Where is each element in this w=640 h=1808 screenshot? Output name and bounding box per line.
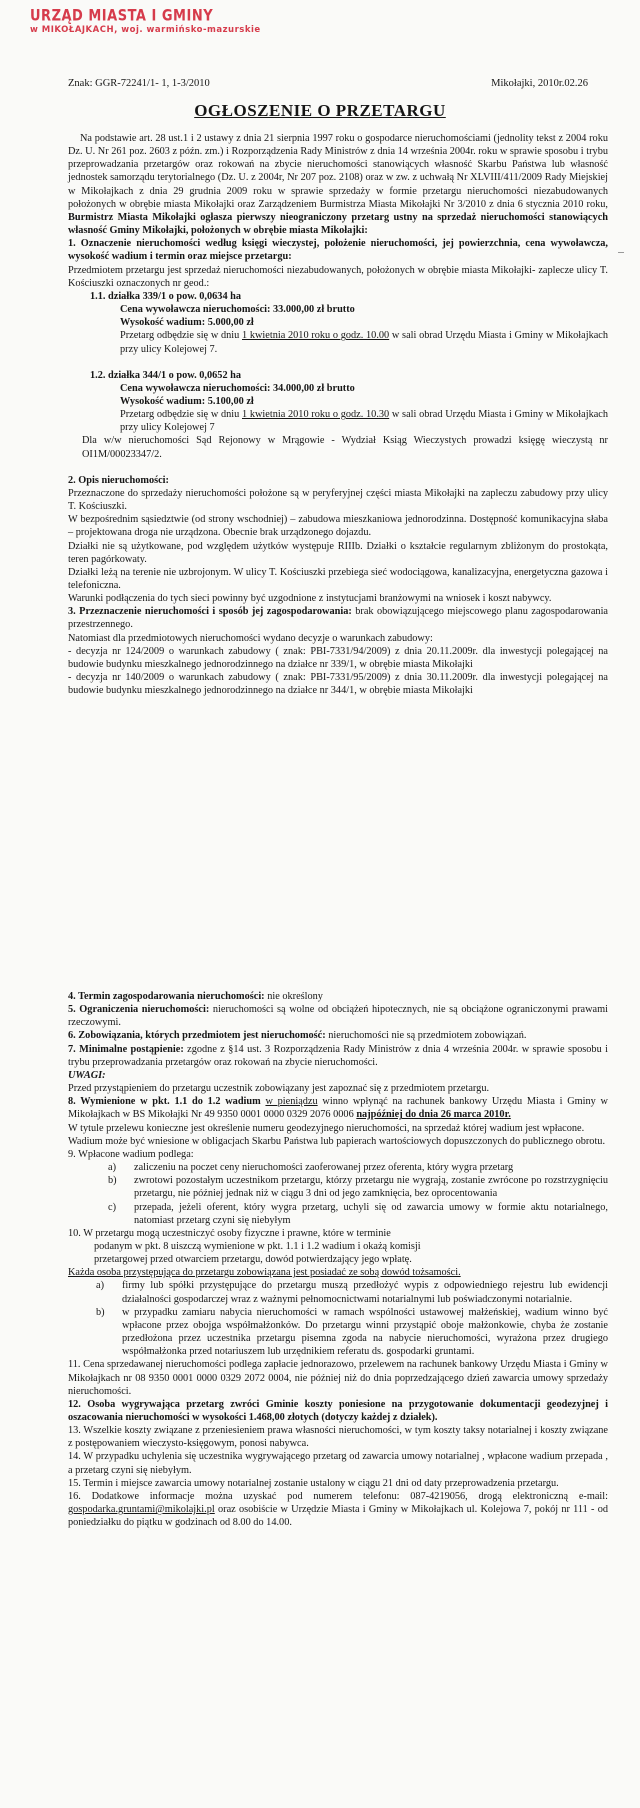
section-9-list [68,1161,608,1227]
stamp-line-1: URZĄD MIASTA I GMINY [30,6,214,26]
lot-1-place: w sali obrad Urzędu Miasta i Gminy w Mikołajkach przy ulicy Kolejowej 7. [120,330,609,355]
section-10-line-3: przetargowej przed otwarciem przetargu, dowód potwierdzający jego wpłatę. [94,1254,412,1266]
section-3 [68,605,608,631]
section-16 [68,1490,608,1529]
section-1-heading: 1. Oznaczenie nieruchomości według księgi wieczystej, położenie nieruchomości, jej powierzchnia, cena wywoławcza, wysokość wadium i termin oraz miejsce przetargu: [68,238,608,263]
lot-2 [68,369,608,435]
list-text: w przypadku zamiaru nabycia nieruchomości w ramach wspólności ustawowej małżeńskiej, wadium winno być wpłacone przez obojga współmałżonków. Do przetargu winni przystąpić oboje małżonkowie, chyba że zostanie przedłożona przez uczestnika przetargu pisemna zgoda na nabycie nieruchomości, wyrażona przez drugiego współmałżonka przed notariuszem lub urzędnikiem referatu ds. gospodarki gruntami. [122,1306,608,1358]
section-2-line-4: Działki leżą na terenie nie uzbrojonym. W ulicy T. Kościuszki przebiega sieć wodociągowa, kanalizacyjna, energetyczna gazowa i telefoniczna. [68,566,608,591]
list-text: zwrotowi pozostałym uczestnikom przetargu, którzy przetargu nie wygrają, zostanie zwrócone po rozstrzygnięciu przetargu, nie później jednak niż w ciągu 3 dni od jego zamknięcia, bez oprocentowania [134,1175,608,1200]
section-10-line-1: 10. W przetargu mogą uczestniczyć osoby fizyczne i prawne, które w terminie [68,1227,391,1239]
section-2-line-1: Przeznaczone do sprzedaży nieruchomości położone są w peryferyjnej części miasta Mikołajki na zapleczu zabudowy przy ulicy T. Kościuszki. [68,487,608,513]
section-3-line-2: - decyzja nr 124/2009 o warunkach zabudowy ( znak: PBI-7331/94/2009) z dnia 20.11.2009r. dla inwestycji polegającej na budowie budynku mieszkalnego jednorodzinnego na działce nr 339/1, w obrębie miasta Mikołajki [68,645,608,670]
section-10-line-2: podanym w pkt. 8 uiszczą wymienione w pkt. 1.1 i 1.2 wadium i okażą komisji [94,1240,421,1252]
section-8-line-2: W tytule przelewu konieczne jest określenie numeru geodezyjnego nieruchomości, na sprzedaż której wadium jest wpłacone. [68,1122,585,1134]
list-item [108,1161,608,1174]
section-8-account: winno wpłynąć na rachunek bankowy Urzędu Miasta i Gminy w Mikołajkach w BS Mikołajki Nr 49 9350 0001 0000 0329 2076 0006 [68,1096,608,1121]
lot-2-deposit: Wysokość wadium: 5.100,00 zł [120,395,254,407]
section-8 [68,1095,608,1121]
section-3-text: brak obowiązującego miejscowego planu zagospodarowania przestrzennego. [68,606,609,631]
section-6-text: nieruchomości nie są przedmiotem zobowiązań. [328,1030,527,1042]
lower-section [68,990,608,1529]
section-16-post: oraz osobiście w Urzędzie Miasta i Gminy w Mikołajkach ul. Kolejowa 7, pokój nr 111 - od poniedziałku do piątku w godzinach od 8.00 do 14.00. [68,1504,609,1529]
lot-1 [68,290,608,356]
section-7-text: zgodne z §14 ust. 3 Rozporządzenia Rady Ministrów z dnia 4 września 2004r. w sprawie sposobu i trybu przeprowadzania przetargów oraz rokowań na zbycie nieruchomości. [68,1043,608,1068]
section-9-heading: 9. Wpłacone wadium podlega: [68,1148,194,1160]
lot-1-schedule-pre: Przetarg odbędzie się w dniu [120,330,240,342]
list-item [96,1279,608,1305]
lot-1-date: 1 kwietnia 2010 roku o godz. 10.00 [242,330,390,342]
section-3-line-3: - decyzja nr 140/2009 o warunkach zabudowy ( znak: PBI-7331/95/2009) z dnia 30.11.2009r. dla inwestycji polegającej na budowie budynku mieszkalnego jednorodzinnego na działce nr 344/1, w obrębie miasta Mikołajki [68,672,608,697]
list-marker: c) [108,1201,116,1213]
section-8-pre: 8. Wymienione w pkt. 1.1 do 1.2 wadium [68,1096,261,1108]
lot-2-price: Cena wywoławcza nieruchomości: 34.000,00 zł brutto [120,382,355,394]
section-3-line-1: Natomiast dla przedmiotowych nieruchomości wydano decyzje o warunkach zabudowy: [68,632,433,644]
lot-2-place: w sali obrad Urzędu Miasta i Gminy w Mikołajkach przy ulicy Kolejowej 7 [120,409,609,434]
section-13: 13. Wszelkie koszty związane z przeniesieniem prawa własności nieruchomości, w tym koszty taksy notarialnej i koszty związane z postępowaniem wieczysto-księgowym, ponosi nabywca. [68,1425,608,1450]
intro-paragraph [68,132,608,237]
margin-mark [618,252,624,253]
intro-text: Na podstawie art. 28 ust.1 i 2 ustawy z dnia 21 sierpnia 1997 roku o gospodarce nieruchomościami (jednolity tekst z 2004 roku Dz. U. Nr 261 poz. 2603 z późn. zm.) i Rozporządzenia Rady Ministrów z dnia 14 września 2004r. roku w sprawie sposobu i trybu przeprowadzania przetargów oraz rokowań na zbycie nieruchomości stanowiących własność Skarbu Państwa lub własność jednostek samorządu terytorialnego (Dz. U. z 2004r, Nr 207 poz. 2108) oraz w zw. z uchwałą Nr XLVIII/411/2009 Rady Miejskiej w Mikołajkach z dnia 29 grudnia 2009 roku w sprawie sprzedaży w formie przetargu nieruchomości niezabudowanych położonych w obrębie miasta Mikołajki oraz Zarządzeniem Burmistrza Miasta Mikołajki Nr 3/2010 z dnia 6 stycznia 2010 roku, [68,133,608,210]
list-marker: a) [96,1280,104,1292]
lot-2-heading: 1.2. działka 344/1 o pow. 0,0652 ha [90,369,242,381]
list-marker: a) [108,1162,116,1174]
section-12: 12. Osoba wygrywająca przetarg zwróci Gminie koszty poniesione na przygotowanie dokumentacji geodezyjnej i oszacowania nieruchomości w wysokości 1.468,00 złotych (dotyczy każdej z działek). [68,1398,608,1423]
section-8-line-3: Wadium może być wniesione w obligacjach Skarbu Państwa lub papierach wartościowych dopuszczonych do publicznego obrotu. [68,1135,606,1147]
list-marker: b) [96,1306,105,1318]
upper-section [68,132,608,697]
remarks-text: Przed przystąpieniem do przetargu uczestnik zobowiązany jest zapoznać się z przedmiotem przetargu. [68,1083,490,1095]
list-text: przepada, jeżeli oferent, który wygra przetarg, uchyli się od zawarcia umowy w formie aktu notarialnego, natomiast przetarg czyni się niebyłym [134,1201,608,1226]
reference-number: Znak: GGR-72241/1- 1, 1-3/2010 [68,78,210,89]
section-8-in-cash: w pieniądzu [265,1096,318,1108]
lot-2-date: 1 kwietnia 2010 roku o godz. 10.30 [242,409,390,421]
section-2-heading: 2. Opis nieruchomości: [68,474,169,486]
section-1-text: Przedmiotem przetargu jest sprzedaż nieruchomości niezabudowanych, położonych w obrębie miasta Mikołajki- zaplecze ulicy T. Kościuszki oznaczonych nr geod.: [68,264,608,289]
lot-2-schedule [106,408,608,434]
section-5 [68,1003,608,1029]
section-2-line-3: Działki nie są użytkowane, pod względem użytków występuje RIIIb. Działki o kształcie regularnym zbliżonym do prostokąta, teren pagórkowaty. [68,540,608,565]
lot-1-schedule [106,329,608,355]
intro-announcement: Burmistrz Miasta Mikołajki ogłasza pierwszy nieograniczony przetarg ustny na sprzedaż nieruchomości stanowiących własność Gminy Mikołajki, położonych w obrębie miasta Mikołajki: [68,211,608,237]
section-6 [68,1029,608,1042]
section-16-pre: 16. Dodatkowe informacje można uzyskać pod numerem telefonu: 087-4219056, drogą elektroniczną e-mail: [68,1490,608,1502]
list-item [96,1306,608,1359]
section-11: 11. Cena sprzedawanej nieruchomości podlega zapłacie jednorazowo, przelewem na rachunek bankowy Urzędu Miasta i Gminy w Mikołajkach nr 08 9350 0001 0000 0329 2072 0004, nie później niż do dnia poprzedzającego dzień zawarcia umowy sprzedaży nieruchomości. [68,1359,608,1397]
section-2-line-2: W bezpośrednim sąsiedztwie (od strony wschodniej) – zabudowa mieszkaniowa jednorodzinna. Dostępność komunikacyjna słaba – projektowana droga nie urządzona. Obecnie brak urządzonego dojazdu. [68,514,608,539]
identity-requirement: Każda osoba przystępująca do przetargu zobowiązana jest posiadać ze sobą dowód tożsamości. [68,1267,461,1279]
section-4 [68,990,608,1003]
list-text: firmy lub spółki przystępujące do przetargu muszą przedłożyć wypis z odpowiedniego rejestru lub ewidencji działalności gospodarczej wraz z ważnymi pełnomocnictwami notarialnymi lub poświadczonymi notarialnie. [122,1280,608,1305]
section-14: 14. W przypadku uchylenia się uczestnika wygrywającego przetarg od zawarcia umowy notarialnej , wpłacone wadium przepada , a przetarg czyni się niebyłym. [68,1451,608,1476]
land-register-note: Dla w/w nieruchomości Sąd Rejonowy w Mrągowie - Wydział Ksiąg Wieczystych prowadzi księgę wieczystą nr OI1M/00023347/2. [82,435,608,460]
lot-1-deposit: Wysokość wadium: 5.000,00 zł [120,317,254,329]
remarks-heading: UWAGI: [68,1069,106,1081]
section-15: 15. Termin i miejsce zawarcia umowy notarialnej zostanie ustalony w ciągu 21 dni od daty przeprowadzenia przetargu. [68,1477,559,1489]
list-item [108,1174,608,1200]
section-7-heading: 7. Minimalne postąpienie: [68,1043,184,1055]
contact-email-link[interactable]: gospodarka.gruntami@mikolajki.pl [68,1504,215,1516]
stamp-line-2: w MIKOŁAJKACH, woj. warmińsko-mazurskie [30,24,261,35]
office-stamp [30,8,261,35]
section-5-text: nieruchomości są wolne od obciążeń hipotecznych, nie są obciążone ograniczonymi prawami rzeczowymi. [68,1004,608,1029]
section-3-heading: 3. Przeznaczenie nieruchomości i sposób jej zagospodarowania: [68,606,352,618]
list-text: zaliczeniu na poczet ceny nieruchomości zaoferowanej przez oferenta, który wygra przetarg [134,1162,514,1174]
list-item [108,1201,608,1227]
section-8-deadline: najpóźniej do dnia 26 marca 2010r. [356,1109,511,1121]
section-10-list [68,1279,608,1358]
document-date: Mikołajki, 2010r.02.26 [491,78,588,89]
lot-2-schedule-pre: Przetarg odbędzie się w dniu [120,409,240,421]
lot-1-price: Cena wywoławcza nieruchomości: 33.000,00 zł brutto [120,304,355,316]
section-5-heading: 5. Ograniczenia nieruchomości: [68,1004,210,1016]
section-7 [68,1043,608,1069]
section-2-line-5: Warunki podłączenia do tych sieci powinny być uzgodnione z instytucjami branżowymi na wniosek i koszt nabywcy. [68,593,552,605]
page-title: OGŁOSZENIE O PRZETARGU [194,101,446,120]
lot-1-heading: 1.1. działka 339/1 o pow. 0,0634 ha [90,290,242,302]
section-6-heading: 6. Zobowiązania, których przedmiotem jest nieruchomość: [68,1030,326,1042]
list-marker: b) [108,1175,117,1187]
section-4-text: nie określony [267,991,323,1002]
section-4-heading: 4. Termin zagospodarowania nieruchomości: [68,991,265,1002]
